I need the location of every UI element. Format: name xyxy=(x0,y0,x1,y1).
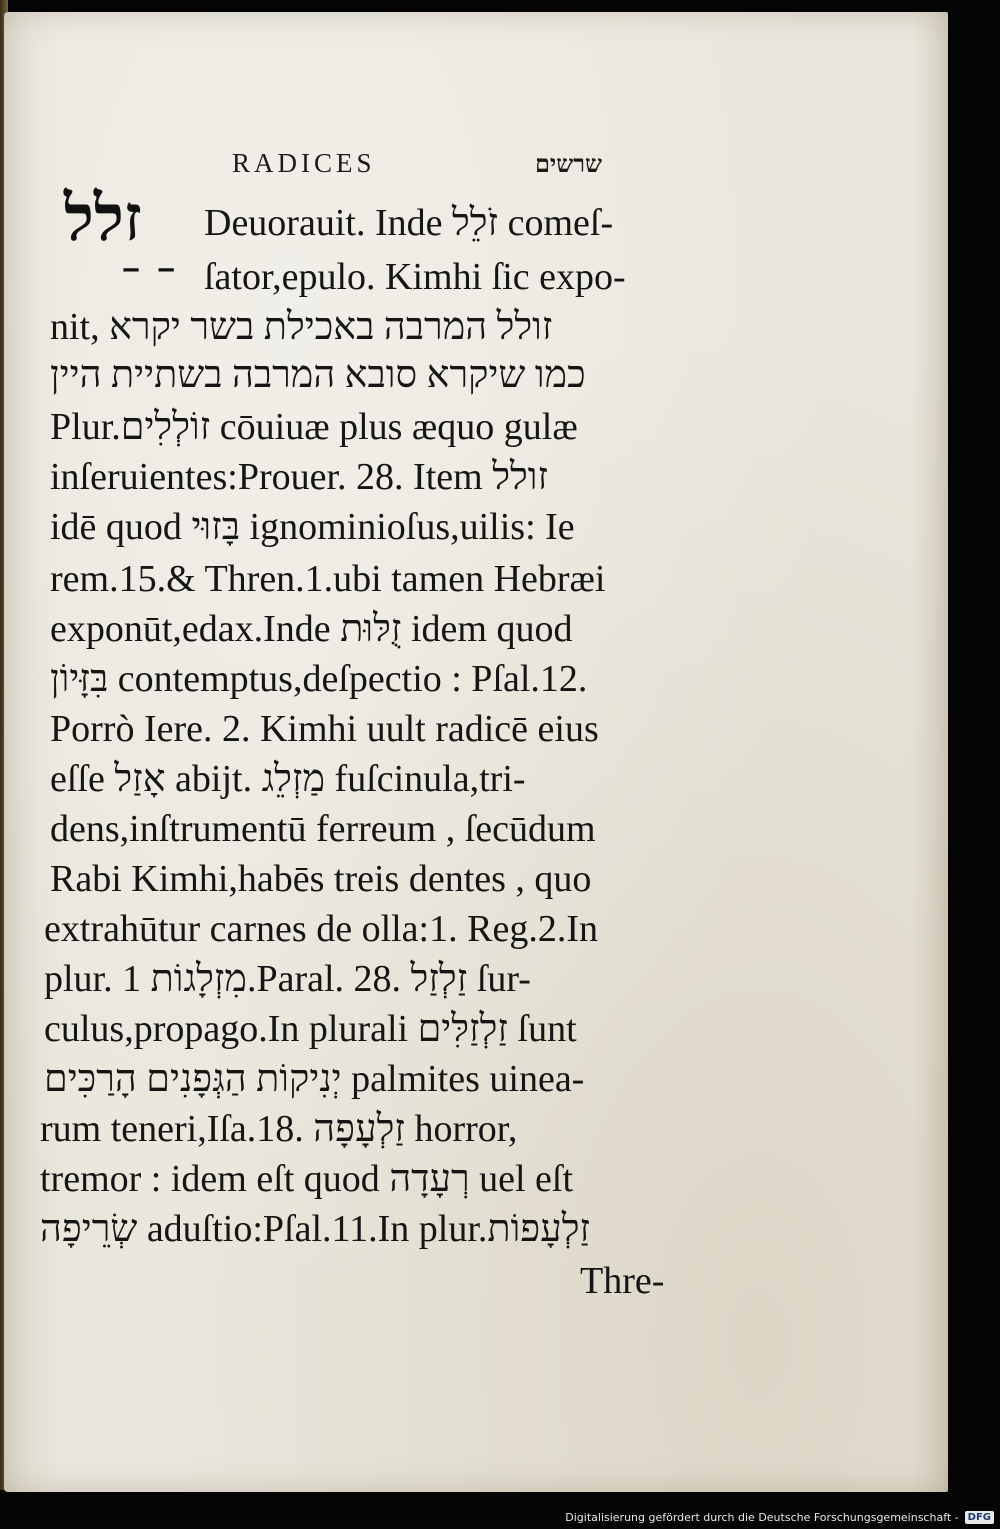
text-line-7: idē quod בָּזוּי ignominioſus,uilis: Ie xyxy=(50,506,575,548)
text-line-19: rum teneri,Iſa.18. זַלְעָפָה horror, xyxy=(40,1108,518,1150)
initial-root-letters: זלל xyxy=(64,181,142,256)
text-line-15: extrahūtur carnes de olla:1. Reg.2.In xyxy=(44,908,598,950)
initial-root-mark: ‒ ‒ xyxy=(122,254,180,284)
digitization-footer xyxy=(0,1506,1000,1529)
text-line-3: nit, זולל המרבה באכילת בשר יקרא xyxy=(50,306,553,348)
text-line-5: Plur.זוֹלְלִים cōuiuæ plus æquo gulæ xyxy=(50,406,578,448)
text-line-9: exponūt,edax.Inde זֻלּוּת idem quod xyxy=(50,608,573,650)
running-head-hebrew: שרשים xyxy=(534,149,602,178)
text-line-18: יְנִיקוֹת הַגְּפָנִים הָרַכִּים palmites uinea- xyxy=(44,1058,585,1100)
text-line-4: כמו שיקרא סובא המרבה בשתיית היין xyxy=(50,354,586,396)
text-line-14: Rabi Kimhi,habēs treis dentes , quo xyxy=(50,858,592,900)
footer-credit: Digitalisierung gefördert durch die Deutsche Forschungsgemeinschaft - xyxy=(565,1511,959,1524)
running-head-latin: RADICES xyxy=(232,148,376,178)
text-line-17: culus,propago.In plurali זַלְזַלִּים ſunt xyxy=(44,1008,577,1050)
dfg-logo: DFG xyxy=(965,1511,994,1524)
text-line-11: Porrò Iere. 2. Kimhi uult radicē eius xyxy=(50,708,599,750)
catchword: Thre- xyxy=(580,1260,665,1302)
text-line-2: ſator,epulo. Kimhi ſic expo- xyxy=(204,256,626,298)
text-line-21: שְׂרֵיפָה aduſtio:Pſal.11.In plur.זַלְעָפוֹת xyxy=(40,1208,591,1250)
text-line-13: dens,inſtrumentū ferreum , ſecūdum xyxy=(50,808,596,850)
text-line-20: tremor : idem eſt quod רְעָדָה uel eſt xyxy=(40,1158,574,1200)
book-page xyxy=(4,12,948,1492)
text-line-10: בִּזָּיוֹן contemptus,deſpectio : Pſal.12. xyxy=(50,658,588,700)
text-line-16: plur. מִזְלָגוֹת 1.Paral. 28. זַלְזַל ſur- xyxy=(44,958,531,1000)
body-text xyxy=(4,12,948,1492)
text-line-8: rem.15.& Thren.1.ubi tamen Hebræi xyxy=(50,558,606,600)
text-line-6: inſeruientes:Prouer. 28. Item זולל xyxy=(50,456,549,498)
text-line-12: eſſe אָזַל abijt. מַזְלֵג fuſcinula,tri- xyxy=(50,758,526,800)
text-line-1: Deuorauit. Inde זֹלֵל comeſ- xyxy=(204,202,614,244)
